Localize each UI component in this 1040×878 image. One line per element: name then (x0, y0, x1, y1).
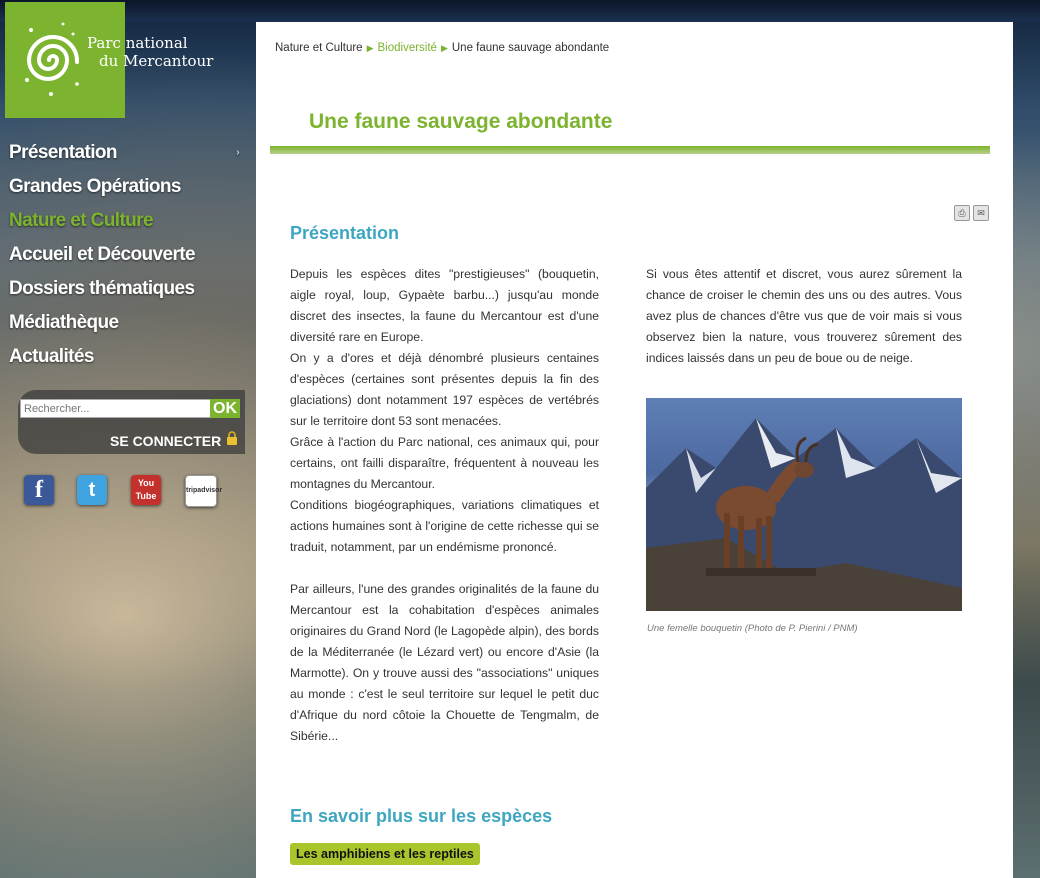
nav-item-grandes-operations[interactable] (0, 172, 245, 206)
breadcrumb-arrow-icon: ▶ (366, 43, 374, 53)
section-title-presentation: Présentation (290, 223, 400, 243)
nav-item-actualites[interactable] (0, 342, 245, 376)
ibex-photo (646, 398, 962, 611)
nav-label: Accueil et Découverte (9, 244, 195, 265)
breadcrumb-current: Une faune sauvage abondante (451, 42, 610, 54)
breadcrumb-link-nature[interactable]: Nature et Culture (275, 42, 363, 54)
paragraph: Par ailleurs, l'une des grandes originalités de la faune du Mercantour est la cohabitation d'espèces animales originaires du Grand Nord (le Lagopède alpin), des bords de la Méditerranée (le Lézard vert) ou encore d'Asie (la Marmotte). On y trouve aussi des "associations" uniques au monde : c'est le seul territoire sur lequel le petit duc d'Afrique du nord côtoie la Chouette de Tengmalm, de Sibérie... (290, 582, 599, 743)
breadcrumb (275, 42, 609, 54)
nav-label: Présentation (9, 142, 117, 163)
login-link[interactable]: SE CONNECTER (110, 433, 222, 449)
search-panel (18, 390, 245, 454)
text-column-left (290, 264, 599, 747)
email-icon[interactable]: ✉ (973, 205, 989, 221)
spiral-logo-icon (23, 20, 81, 98)
paragraph: Si vous êtes attentif et discret, vous aurez sûrement la chance de croiser le chemin des uns ou des autres. Vous avez plus de chances d'être vus que de voir mais si vous observez bien la nature, vous trouverez sûrement des indices laissés dans un peu de boue ou de neige. (646, 267, 962, 365)
title-underline (270, 146, 990, 154)
search-input[interactable] (20, 399, 214, 418)
nav-label: Grandes Opérations (9, 176, 181, 197)
breadcrumb-link-biodiversite[interactable]: Biodiversité (377, 42, 437, 54)
nav-label: Dossiers thématiques (9, 278, 195, 299)
section-title-especes: En savoir plus sur les espèces (290, 806, 553, 826)
spacer (290, 558, 599, 579)
lock-icon (226, 431, 238, 445)
nav-item-presentation[interactable] (0, 138, 245, 172)
nav-label: Médiathèque (9, 312, 119, 333)
facebook-icon[interactable]: f (24, 475, 54, 505)
photo-caption: Une femelle bouquetin (Photo de P. Pierini / PNM) (647, 623, 858, 634)
print-icon[interactable]: ⎙ (954, 205, 970, 221)
page-title: Une faune sauvage abondante (309, 110, 613, 133)
main-nav (0, 138, 245, 376)
main-content (256, 22, 1013, 878)
text-column-right (646, 264, 962, 369)
park-name-line1: Parc national (87, 34, 188, 52)
nav-item-mediatheque[interactable] (0, 308, 245, 342)
page-tools (954, 203, 992, 221)
park-name-line2: du Mercantour (99, 52, 214, 70)
youtube-icon[interactable]: You Tube (131, 475, 161, 505)
park-name (87, 34, 214, 70)
nav-label: Actualités (9, 346, 94, 367)
ibex-photo-image (646, 398, 962, 611)
nav-item-accueil[interactable] (0, 240, 245, 274)
nav-item-dossiers[interactable] (0, 274, 245, 308)
paragraph: Conditions biogéographiques, variations climatiques et actions humaines sont à l'origine de cette richesse qui se traduit, notamment, par un endémisme prononcé. (290, 498, 599, 554)
chevron-right-icon: › (236, 147, 239, 158)
paragraph: Grâce à l'action du Parc national, ces animaux qui, pour certains, ont failli disparaître, fréquentent à nouveau les montagnes du Mercantour. (290, 435, 599, 491)
search-ok-button[interactable]: OK (210, 399, 240, 418)
social-links (18, 470, 228, 510)
breadcrumb-arrow-icon: ▶ (440, 43, 448, 53)
twitter-icon[interactable]: t (77, 475, 107, 505)
left-sidebar (0, 0, 245, 878)
species-tag-amphibiens[interactable]: Les amphibiens et les reptiles (290, 843, 480, 865)
nav-item-nature-et-culture[interactable] (0, 206, 245, 240)
nav-label: Nature et Culture (9, 210, 153, 231)
paragraph: On y a d'ores et déjà dénombré plusieurs centaines d'espèces (certaines sont présentes depuis la fin des glaciations) dont notamment 197 espèces de vertébrés sur le territoire dont 53 sont menacées. (290, 351, 599, 428)
tripadvisor-icon[interactable]: tripadvisor (185, 475, 217, 507)
paragraph: Depuis les espèces dites "prestigieuses" (bouquetin, aigle royal, loup, Gypaète barbu...) jusqu'au monde discret des insectes, la faune du Mercantour est d'une diversité rare en Europe. (290, 267, 599, 344)
